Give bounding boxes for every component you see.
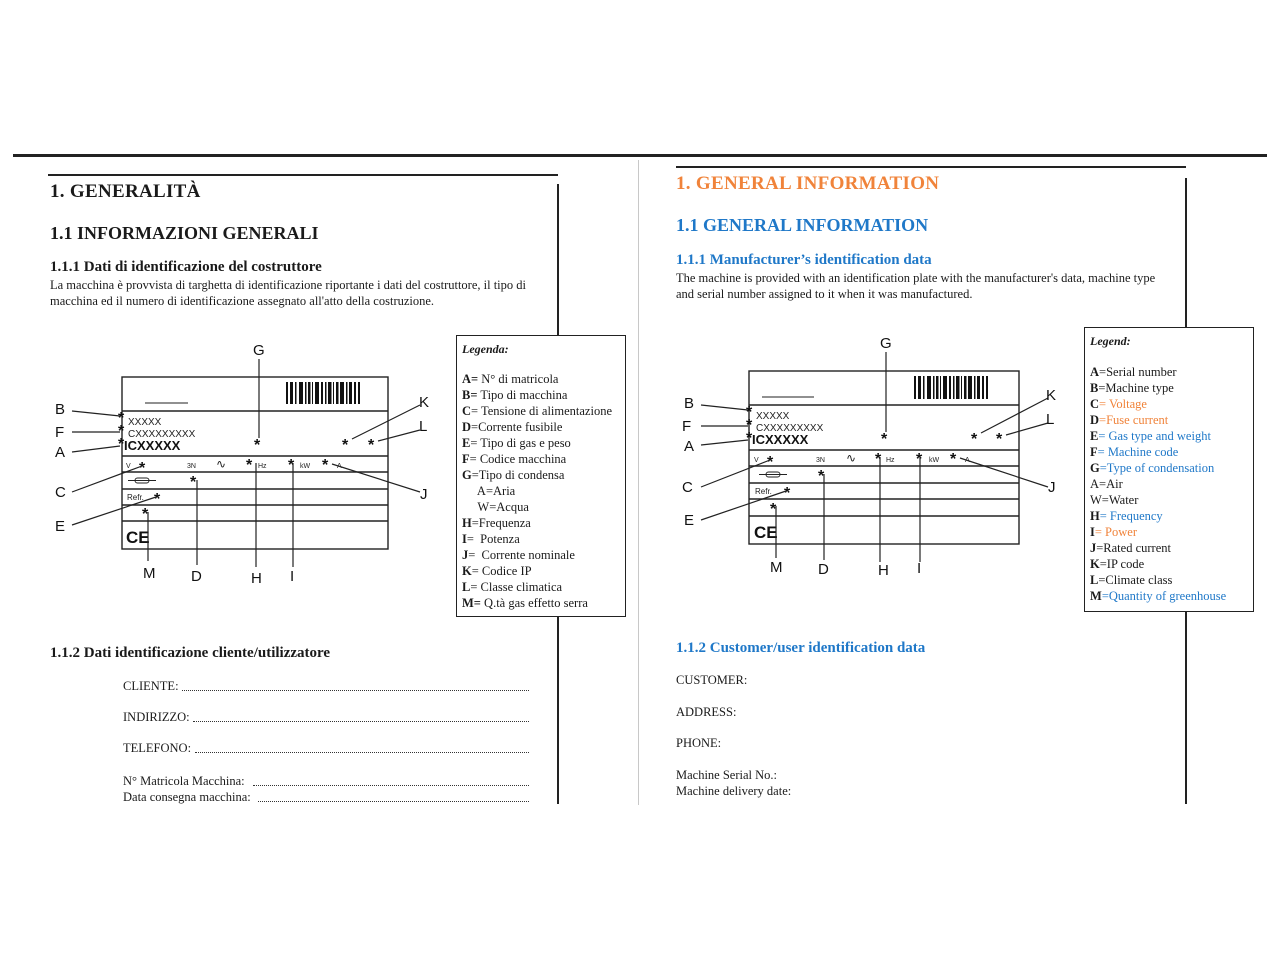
right-identification-plate-diagram [676, 332, 1076, 582]
svg-text:CXXXXXXXXX: CXXXXXXXXX [128, 429, 196, 440]
svg-text:*: * [288, 457, 295, 474]
svg-text:*: * [190, 474, 197, 491]
right-customer-section-title: 1.1.2 Customer/user identification data [676, 640, 926, 656]
legend-item: W=Acqua [462, 500, 529, 514]
svg-text:Refr.: Refr. [755, 487, 772, 496]
svg-text:CE: CE [754, 523, 778, 542]
legend-item: A=Air [1090, 477, 1123, 491]
svg-text:*: * [875, 451, 882, 468]
svg-text:G: G [253, 342, 265, 359]
svg-text:D: D [191, 568, 202, 585]
svg-text:*: * [996, 431, 1003, 448]
legend-item: F= Codice macchina [462, 452, 567, 466]
top-rule [13, 154, 1267, 157]
svg-text:*: * [322, 457, 329, 474]
svg-text:K: K [419, 394, 430, 411]
svg-text:*: * [971, 431, 978, 448]
svg-text:G: G [880, 335, 892, 352]
svg-text:CXXXXXXXXX: CXXXXXXXXX [756, 423, 824, 434]
svg-text:J: J [1048, 479, 1056, 496]
svg-text:3N: 3N [816, 457, 825, 464]
fuse-icon [759, 472, 787, 477]
svg-text:M: M [770, 559, 783, 576]
left-legend-title: Legenda: [462, 342, 509, 356]
legend-item: G=Tipo di condensa [462, 468, 565, 482]
svg-text:*: * [342, 437, 349, 454]
svg-text:XXXXX: XXXXX [756, 411, 790, 422]
svg-text:*: * [784, 485, 791, 502]
svg-text:C: C [682, 479, 693, 496]
legend-item: B=Machine type [1090, 381, 1174, 395]
indirizzo-label: INDIRIZZO: [123, 710, 190, 724]
svg-text:Hz: Hz [886, 457, 895, 464]
legend-item: C= Voltage [1090, 397, 1147, 411]
right-chapter-title: 1. GENERAL INFORMATION [676, 173, 940, 194]
svg-text:*: * [142, 506, 149, 523]
svg-text:kW: kW [300, 463, 311, 470]
svg-text:Refr.: Refr. [127, 493, 144, 502]
legend-item: J= Corrente nominale [462, 548, 575, 562]
svg-text:kW: kW [929, 457, 940, 464]
svg-text:CE: CE [126, 528, 150, 547]
svg-text:*: * [746, 417, 753, 434]
right-paragraph: The machine is provided with an identification plate with the manufacturer's data, machine type and serial number assigned to it when it was manufactured. [676, 271, 1156, 301]
svg-text:V: V [754, 457, 759, 464]
svg-text:V: V [126, 463, 131, 470]
svg-text:E: E [684, 512, 695, 529]
svg-text:*: * [770, 501, 777, 518]
legend-item: A=Aria [462, 484, 516, 498]
bottom-crop-mask [0, 806, 1280, 960]
svg-text:ICXXXXX: ICXXXXX [124, 438, 181, 453]
legend-item: J=Rated current [1090, 541, 1171, 555]
legend-item: D=Corrente fusibile [462, 420, 563, 434]
left-chapter-title: 1. GENERALITÀ [50, 181, 201, 202]
legend-item: H=Frequenza [462, 516, 531, 530]
right-heading-rule [676, 166, 1186, 168]
svg-text:A: A [965, 457, 970, 464]
legend-item: K=IP code [1090, 557, 1145, 571]
barcode-icon [914, 376, 988, 399]
indirizzo-field[interactable] [193, 721, 529, 722]
legend-item: E= Tipo di gas e peso [462, 436, 571, 450]
right-legend-title: Legend: [1090, 334, 1131, 348]
legend-item: M=Quantity of greenhouse [1090, 589, 1227, 603]
fuse-icon [128, 478, 156, 483]
svg-text:*: * [368, 437, 375, 454]
svg-text:XXXXX: XXXXX [128, 417, 162, 428]
svg-text:*: * [246, 457, 253, 474]
customer-label: CUSTOMER: [676, 673, 748, 687]
svg-text:*: * [767, 454, 774, 471]
svg-text:*: * [950, 451, 957, 468]
svg-text:*: * [746, 404, 753, 421]
svg-text:A: A [684, 438, 695, 455]
svg-text:*: * [118, 423, 125, 440]
matricola-label: N° Matricola Macchina: [123, 774, 245, 788]
machine-delivery-label: Machine delivery date: [676, 784, 792, 798]
right-section-title: 1.1 GENERAL INFORMATION [676, 215, 929, 235]
legend-item: W=Water [1090, 493, 1139, 507]
telefono-label: TELEFONO: [123, 741, 192, 755]
left-paragraph: La macchina è provvista di targhetta di identificazione riportante i dati del costruttore, il tipo di macchina ed il numero di identificazione assegnato all'atto della costruzione. [50, 278, 527, 308]
legend-item: F= Machine code [1090, 445, 1179, 459]
svg-text:3N: 3N [187, 463, 196, 470]
svg-text:J: J [420, 486, 428, 503]
right-subsection-title: 1.1.1 Manufacturer’s identification data [676, 252, 932, 268]
address-label: ADDRESS: [676, 705, 737, 719]
svg-text:ICXXXXX: ICXXXXX [752, 432, 809, 447]
svg-text:Hz: Hz [258, 463, 267, 470]
left-customer-section-title: 1.1.2 Dati identificazione cliente/utilizzatore [50, 645, 331, 661]
svg-text:*: * [818, 468, 825, 485]
data-consegna-field[interactable] [258, 801, 529, 802]
legend-item: I= Power [1090, 525, 1137, 539]
data-consegna-label: Data consegna macchina: [123, 790, 251, 804]
legend-item: A=Serial number [1090, 365, 1177, 379]
svg-text:∿: ∿ [216, 457, 227, 471]
svg-text:*: * [881, 431, 888, 448]
svg-text:*: * [746, 430, 753, 447]
svg-text:D: D [818, 561, 829, 578]
cliente-label: CLIENTE: [123, 679, 179, 693]
svg-text:C: C [55, 484, 66, 501]
svg-text:*: * [118, 410, 125, 427]
svg-text:B: B [684, 395, 695, 412]
svg-text:H: H [878, 562, 889, 579]
svg-text:F: F [682, 418, 692, 435]
phone-label: PHONE: [676, 736, 722, 750]
cliente-field[interactable] [182, 690, 529, 691]
svg-text:I: I [917, 560, 922, 577]
svg-text:F: F [55, 424, 65, 441]
svg-text:A: A [337, 463, 342, 470]
legend-item: G=Type of condensation [1090, 461, 1215, 475]
svg-text:E: E [55, 518, 66, 535]
svg-text:*: * [139, 460, 146, 477]
legend-item: M= Q.tà gas effetto serra [462, 596, 588, 610]
legend-item: D=Fuse current [1090, 413, 1169, 427]
legend-item: I= Potenza [462, 532, 520, 546]
svg-text:H: H [251, 570, 262, 587]
right-legend-box [1084, 327, 1254, 612]
legend-item: L= Classe climatica [462, 580, 563, 594]
svg-text:*: * [154, 491, 161, 508]
left-heading-rule [48, 174, 558, 176]
legend-item: C= Tensione di alimentazione [462, 404, 613, 418]
legend-item: A= N° di matricola [462, 372, 559, 386]
telefono-field[interactable] [195, 752, 529, 753]
svg-text:B: B [55, 401, 66, 418]
page-separator [638, 160, 639, 805]
legend-item: H= Frequency [1090, 509, 1163, 523]
left-legend-box [456, 335, 626, 617]
left-subsection-title: 1.1.1 Dati di identificazione del costruttore [50, 259, 322, 275]
legend-item: B= Tipo di macchina [462, 388, 568, 402]
svg-text:A: A [55, 444, 66, 461]
svg-text:*: * [118, 436, 125, 453]
machine-serial-label: Machine Serial No.: [676, 768, 778, 782]
matricola-field[interactable] [253, 785, 529, 786]
svg-text:K: K [1046, 387, 1057, 404]
legend-item: K= Codice IP [462, 564, 532, 578]
svg-text:M: M [143, 565, 156, 582]
svg-text:∿: ∿ [846, 451, 857, 465]
left-identification-plate-diagram [50, 335, 450, 590]
legend-item: E= Gas type and weight [1090, 429, 1211, 443]
barcode-icon [286, 382, 360, 404]
svg-text:L: L [419, 418, 428, 435]
svg-text:*: * [254, 437, 261, 454]
left-section-title: 1.1 INFORMAZIONI GENERALI [50, 223, 319, 243]
legend-item: L=Climate class [1090, 573, 1173, 587]
svg-text:*: * [916, 451, 923, 468]
svg-text:I: I [290, 568, 295, 585]
svg-text:L: L [1046, 411, 1055, 428]
